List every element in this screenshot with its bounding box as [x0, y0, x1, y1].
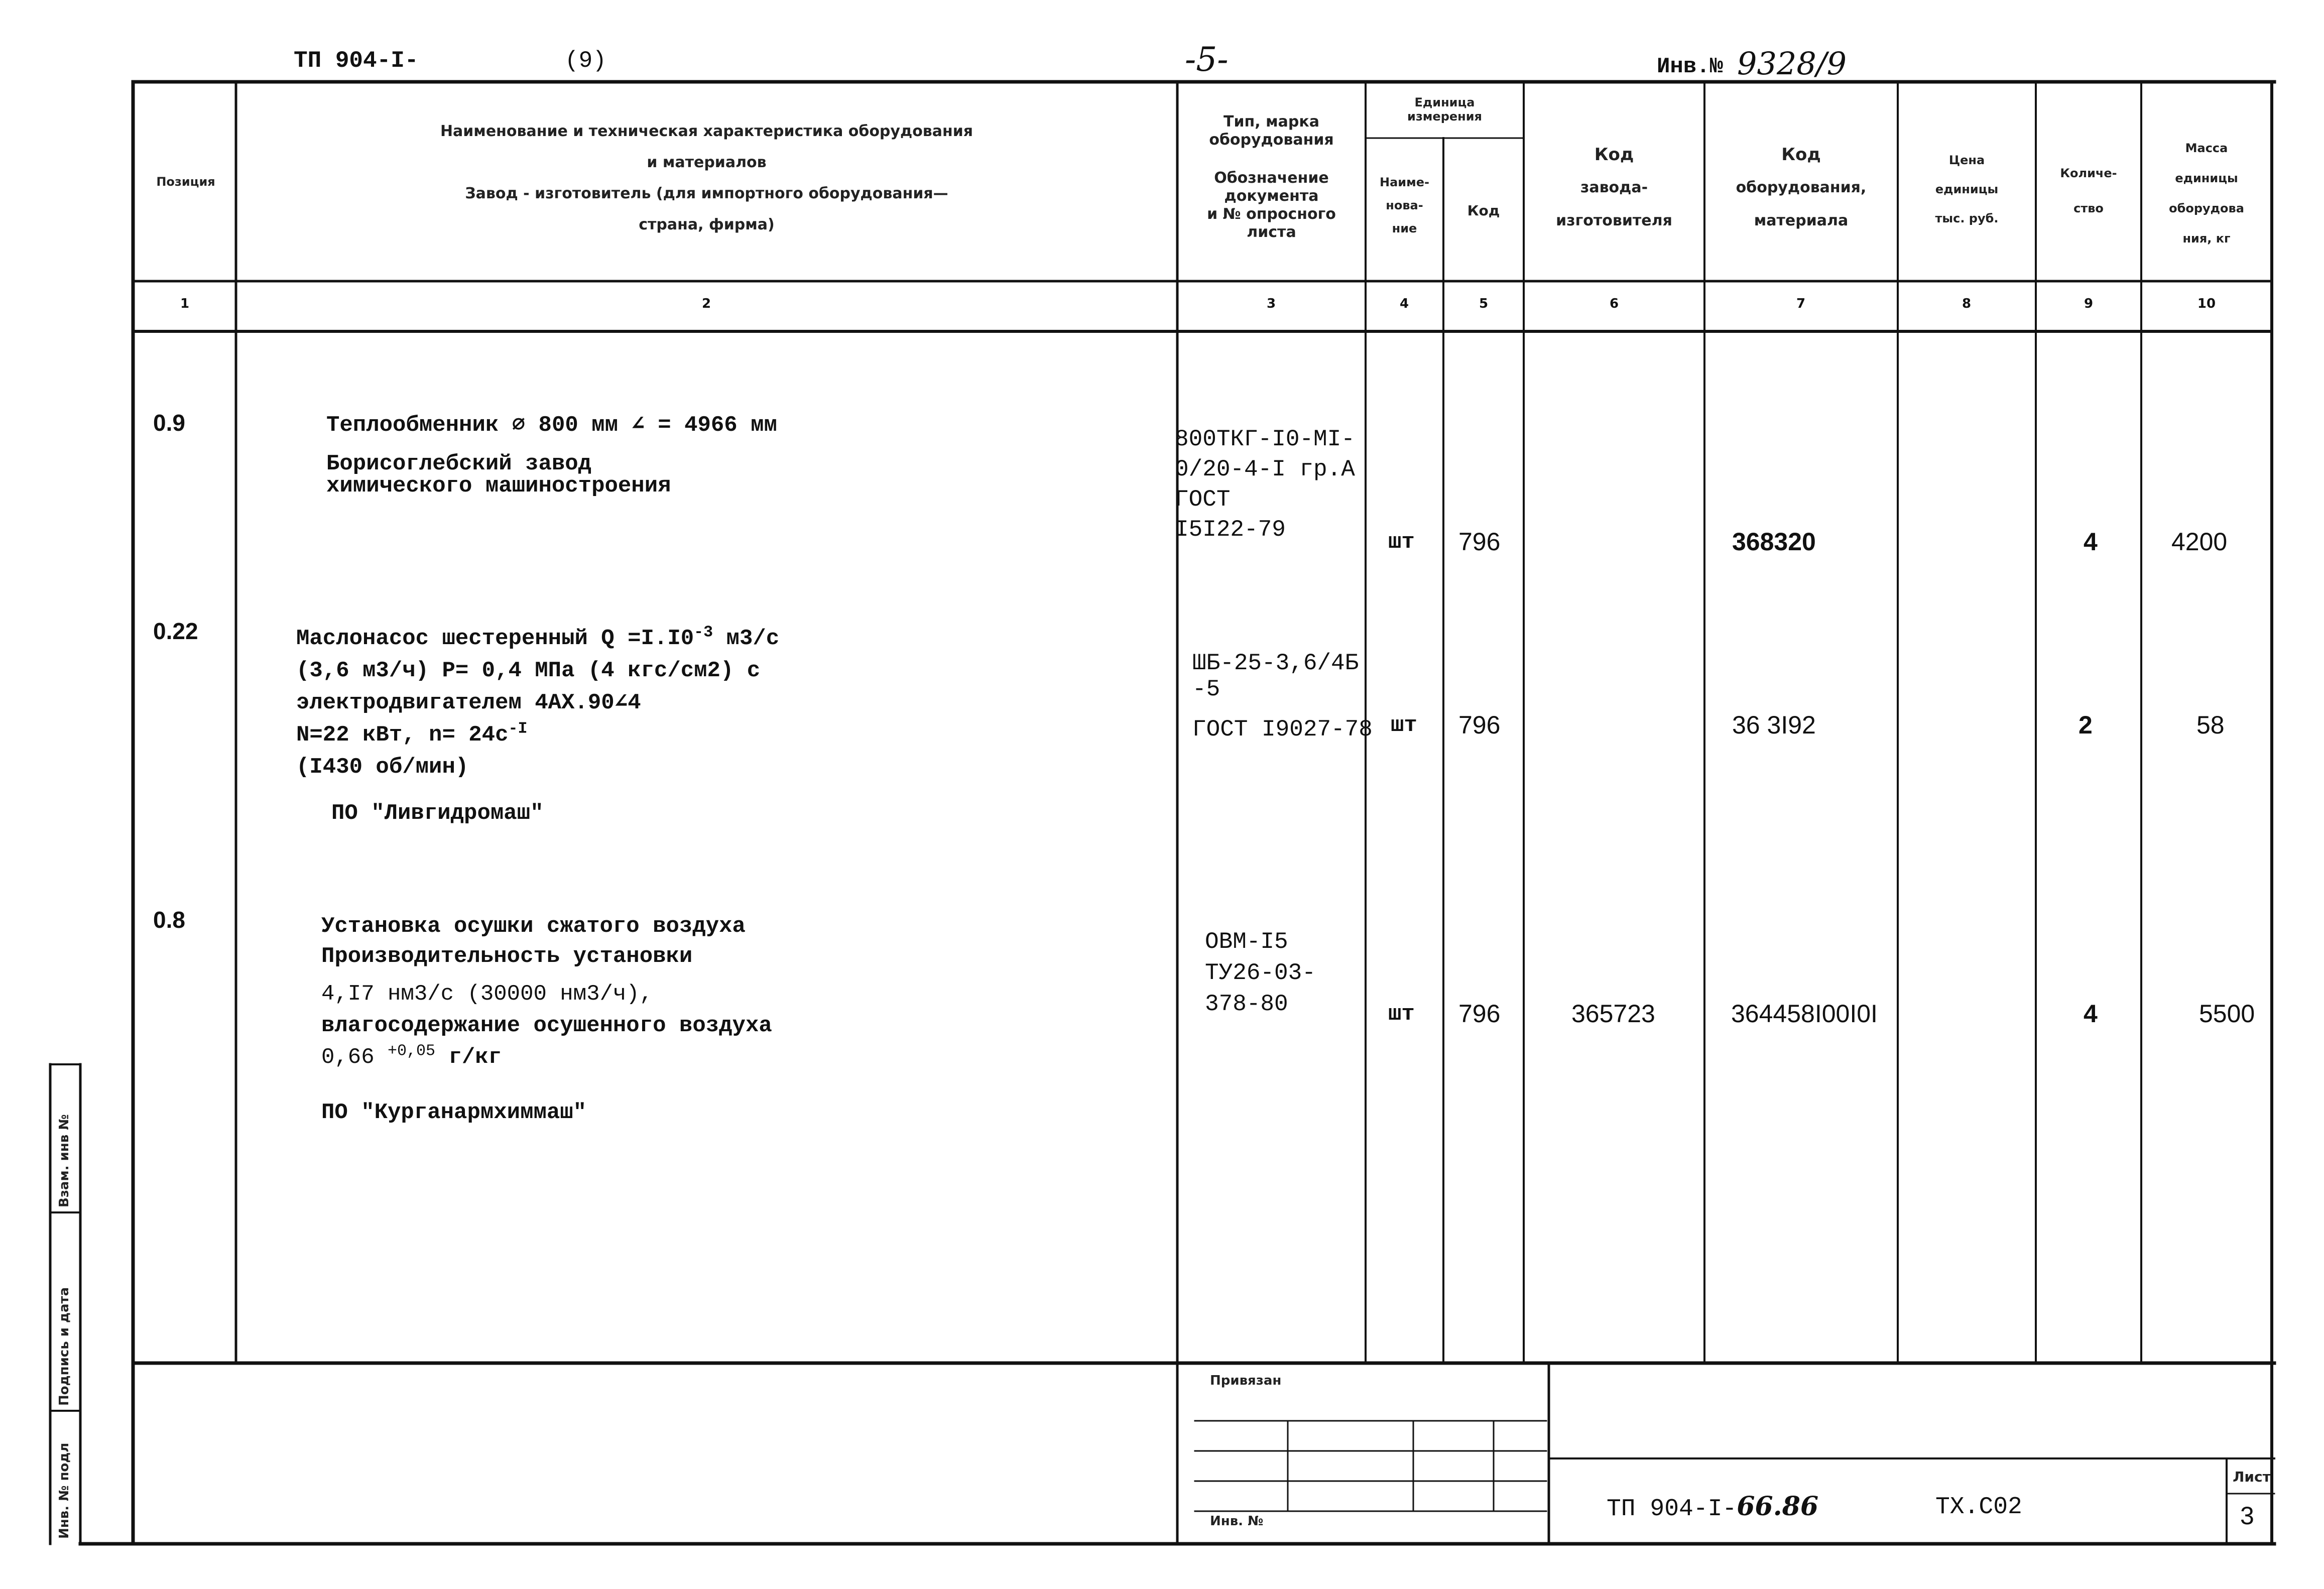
- row2-mass: 58: [2196, 711, 2225, 739]
- row1-type: [1175, 424, 1355, 545]
- header-mass-line3: оборудова: [2169, 201, 2244, 215]
- row3-position: 0.8: [153, 907, 185, 933]
- row1-mass: 4200: [2171, 528, 2228, 556]
- doc-code-prefix: ТП 904-I-: [1607, 1496, 1737, 1523]
- doc-mark: ТХ.С02: [1935, 1494, 2022, 1521]
- row2-name-line4-sup: -I: [508, 719, 528, 738]
- row2-name-line3: электродвигателем 4АХ.90∠4: [296, 690, 641, 715]
- row2-name-line2: (3,6 м3/ч) Р= 0,4 МПа (4 кгс/см2) с: [296, 658, 761, 683]
- header-name: [236, 120, 1177, 236]
- row3-name-line5-sup: +0,05: [388, 1042, 436, 1060]
- row2-name-line1-sup: -3: [694, 623, 713, 642]
- row1-unit-code: 796: [1458, 528, 1501, 556]
- col-number-8: 8: [1962, 296, 1972, 311]
- row3-name-line3: 4,I7 нм3/с (30000 нм3/ч),: [321, 982, 653, 1007]
- row3-name-line5b: г/кг: [435, 1045, 502, 1070]
- row1-name-line1: Теплообменник ∅ 800 мм ∠ = 4966 мм: [326, 413, 777, 438]
- header-name-line2: и материалов: [647, 154, 767, 171]
- row1-equip-code: 368320: [1732, 528, 1816, 556]
- header-qty-line1: Количе-: [2060, 166, 2117, 180]
- row1-name-line3: химического машиностроения: [326, 473, 671, 499]
- header-plant-line3: изготовителя: [1556, 212, 1672, 229]
- side-inv-podl: Инв. № подл: [57, 1442, 72, 1539]
- row1-type-line4: I5I22-79: [1175, 517, 1286, 543]
- header-name-line4: страна, фирма): [639, 216, 775, 233]
- header-type-line5: и № опросного: [1207, 205, 1336, 223]
- row3-mass: 5500: [2199, 1000, 2255, 1028]
- row2-type-line3: ГОСТ I9027-78: [1192, 716, 1373, 743]
- header-price-line3: тыс. руб.: [1935, 211, 1999, 225]
- inv-no-label: Инв. №: [1210, 1514, 1264, 1529]
- row2-name-line6: ПО "Ливгидромаш": [331, 801, 544, 826]
- header-plant-line2: завода-: [1580, 179, 1648, 196]
- row2-qty: 2: [2078, 711, 2093, 739]
- row3-type-line3: 378-80: [1205, 991, 1288, 1017]
- header-equip-line3: материала: [1754, 212, 1849, 229]
- header-qty-line2: ство: [2073, 201, 2104, 215]
- row2-unit-code: 796: [1458, 711, 1501, 739]
- header-equip-line2: оборудования,: [1736, 179, 1867, 196]
- top-code: ТП 904-I-: [294, 48, 419, 74]
- row3-name-line4: влагосодержание осушенного воздуха: [321, 1013, 772, 1038]
- col-number-9: 9: [2084, 296, 2094, 311]
- header-mass-line4: ния, кг: [2182, 231, 2231, 246]
- header-position: Позиция: [156, 175, 215, 189]
- doc-code: [1607, 1491, 1818, 1523]
- row2-name-line5: (I430 об/мин): [296, 755, 469, 780]
- row3-name: [321, 911, 772, 1130]
- row1-type-line3: ГОСТ: [1175, 486, 1231, 513]
- header-type-line2: оборудования: [1209, 131, 1334, 149]
- header-plant-line1: Код: [1594, 145, 1634, 165]
- row1-type-line1: 800ТКГ-I0-МI-: [1175, 426, 1355, 452]
- row3-unit: шт: [1388, 1002, 1415, 1027]
- top-part: (9): [565, 48, 606, 74]
- header-type-line4: документа: [1224, 187, 1319, 205]
- row3-name-line5a: 0,66: [321, 1045, 388, 1070]
- row3-type-line2: ТУ26-03-: [1205, 960, 1316, 986]
- col-number-3: 3: [1266, 296, 1276, 311]
- doc-code-suffix: 66.86: [1737, 1491, 1819, 1522]
- header-unit-name-line3: ние: [1392, 221, 1417, 235]
- header-type-line1: Тип, марка: [1224, 113, 1319, 131]
- header-equip-line1: Код: [1781, 145, 1821, 165]
- row2-type: [1192, 650, 1373, 743]
- header-type: [1177, 113, 1366, 241]
- row1-position: 0.9: [153, 410, 185, 436]
- header-name-line3: Завод - изготовитель (для импортного оборудования—: [465, 185, 948, 202]
- col-number-10: 10: [2197, 296, 2216, 311]
- row1-qty: 4: [2084, 528, 2098, 556]
- header-mass-line2: единицы: [2175, 171, 2238, 185]
- row1-type-line2: 0/20-4-I гр.А: [1175, 456, 1355, 482]
- header-equip-code: [1704, 138, 1898, 237]
- row1-name: [326, 412, 777, 497]
- row3-type-line1: ОВМ-I5: [1205, 929, 1288, 955]
- side-vzam: Взам. инв №: [57, 1114, 72, 1207]
- header-type-line3: Обозначение: [1214, 169, 1329, 187]
- row3-name-line2: Производительность установки: [321, 944, 693, 969]
- row2-name: [296, 623, 779, 829]
- row2-unit: шт: [1391, 713, 1417, 738]
- header-type-line6: листа: [1247, 223, 1296, 241]
- row2-name-line1: [296, 623, 779, 655]
- header-unit-line2: измерения: [1407, 109, 1482, 124]
- row3-plant-code: 365723: [1571, 1000, 1655, 1028]
- row3-qty: 4: [2084, 1000, 2098, 1028]
- row2-type-line1: ШБ-25-3,6/4Б: [1192, 650, 1359, 676]
- header-price-line2: единицы: [1935, 182, 1999, 196]
- row2-equip-code: 36 3I92: [1732, 711, 1816, 739]
- row2-name-line1a: Маслонасос шестеренный Q =I.I0: [296, 626, 694, 651]
- col-number-4: 4: [1399, 296, 1409, 311]
- row3-unit-code: 796: [1458, 1000, 1501, 1028]
- row2-type-line2: -5: [1192, 676, 1220, 702]
- header-unit-name-line2: нова-: [1386, 198, 1423, 212]
- col-number-5: 5: [1479, 296, 1489, 311]
- header-price: [1898, 146, 2036, 233]
- row3-name-line1: Установка осушки сжатого воздуха: [321, 914, 746, 939]
- row2-name-line4: [296, 719, 779, 751]
- header-unit-name: [1366, 171, 1443, 240]
- col-number-1: 1: [180, 296, 190, 311]
- privyazan-label: Привязан: [1210, 1373, 1282, 1388]
- header-plant-code: [1524, 138, 1704, 237]
- header-price-line1: Цена: [1948, 153, 1985, 167]
- row3-name-line5: [321, 1040, 772, 1075]
- col-number-2: 2: [701, 296, 711, 311]
- row3-name-line6: ПО "Курганармхиммаш": [321, 1100, 587, 1125]
- col-number-7: 7: [1796, 296, 1806, 311]
- row2-position: 0.22: [153, 618, 198, 644]
- row3-equip-code: 364458I00I0I: [1731, 1000, 1878, 1028]
- header-unit-group: [1366, 95, 1524, 124]
- header-unit-code: Код: [1467, 202, 1500, 219]
- sheet-label: Лист: [2233, 1469, 2271, 1485]
- col-number-6: 6: [1609, 296, 1619, 311]
- row1-name-line2: Борисоглебский завод: [326, 451, 592, 476]
- header-mass-line1: Масса: [2185, 141, 2228, 155]
- row1-unit: шт: [1388, 530, 1415, 555]
- inv-number: 9328/9: [1737, 45, 1847, 82]
- header-name-line1: Наименование и техническая характеристика оборудования: [440, 123, 973, 140]
- page-number: -5-: [1185, 40, 1229, 79]
- sheet-number: 3: [2240, 1502, 2254, 1530]
- row2-name-line1b: м3/с: [713, 626, 780, 651]
- header-mass: [2141, 133, 2272, 254]
- side-podpis: Подпись и дата: [57, 1287, 72, 1406]
- inv-label: Инв.№: [1657, 54, 1724, 79]
- header-unit-name-line1: Наиме-: [1380, 175, 1429, 189]
- row3-type: [1205, 926, 1316, 1020]
- header-qty: [2036, 156, 2141, 226]
- header-unit-line1: Единица: [1414, 95, 1475, 109]
- row2-name-line4a: N=22 кВт, n= 24с: [296, 722, 509, 748]
